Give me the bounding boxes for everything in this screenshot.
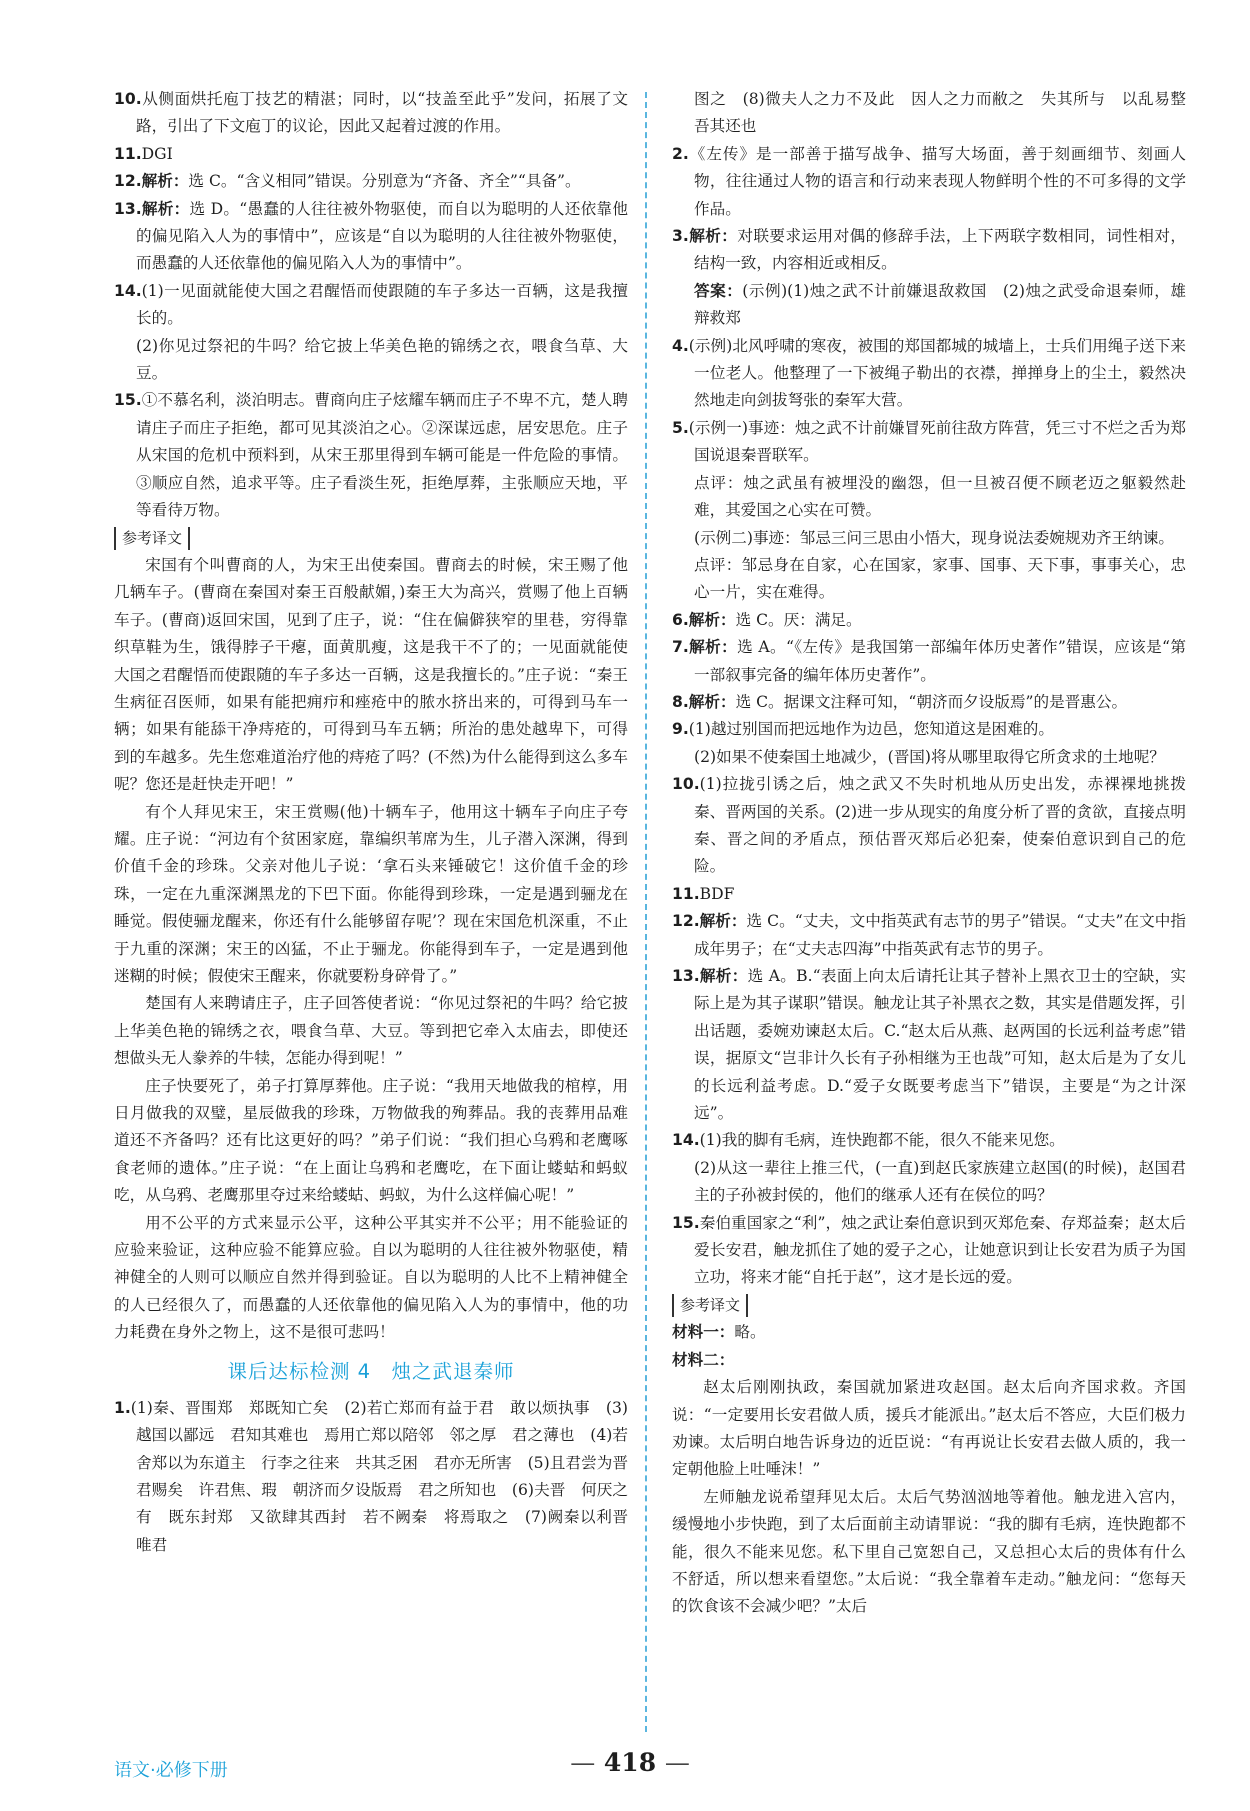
- answer-6: 6.解析：选 C。厌：满足。: [672, 610, 862, 629]
- answer-15: 15.秦伯重国家之“利”，烛之武让秦伯意识到灭郑危秦、存郑益秦；赵太后爱长安君，触龙抓住了她的爱子之心，让她意识到让长安君为质子为国立功，将来才能“自托于赵”，这才是长远的爱。: [672, 1213, 1186, 1287]
- answer-10: 10.(1)拉拢引诱之后，烛之武又不失时机地从历史出发，赤裸裸地挑拨秦、晋两国的关系。(2)进一步从现实的角度分析了晋的贪欲，直接点明秦、晋之间的矛盾点，预估晋灭郑后必犯秦，使秦伯意识到自己的危险。: [672, 775, 1186, 876]
- answer-13: 13.解析：选 A。B.“表面上向太后请托让其子替补上黑衣卫士的空缺，实际上是为其子谋职”错误。触龙让其子补黑衣之数，其实是借题发挥，引出话题，委婉劝谏赵太后。C.“赵太后从燕、赵两国的长远利益考虑”错误，据原文“岂非计久长有子孙相继为王也哉”可知，赵太后是为了女儿的长远利益考虑。D.“爱子女既要考虑当下”错误，主要是“为之计深远”。: [672, 967, 1186, 1123]
- answer-3-answer: 答案：(示例)(1)烛之武不计前嫌退敌救国 (2)烛之武受命退秦师，雄辩救郑: [694, 281, 1186, 328]
- answer-14: 14.(1)我的脚有毛病，连快跑都不能，很久不能来见您。: [672, 1131, 1065, 1150]
- answer-8: 8.解析：选 C。据课文注释可知，“朝济而夕设版焉”的是晋惠公。: [672, 692, 1128, 711]
- left-column: [114, 86, 644, 1559]
- reference-translation-tag: 参考译文: [114, 525, 628, 552]
- translation-paragraph: 庄子快要死了，弟子打算厚葬他。庄子说：“我用天地做我的棺椁，用日月做我的双璧，星辰做我的珍珠，万物做我的殉葬品。我的丧葬用品难道还不齐备吗？还有比这更好的吗？”弟子们说：“我们担心乌鸦和老鹰啄食老师的遗体。”庄子说：“在上面让乌鸦和老鹰吃，在下面让蝼蛄和蚂蚁吃，从乌鸦、老鹰那里夺过来给蝼蛄、蚂蚁，为什么这样偏心呢！”: [114, 1076, 628, 1205]
- column-divider: [645, 92, 647, 1732]
- translation-paragraph: 有个人拜见宋王，宋王赏赐(他)十辆车子，他用这十辆车子向庄子夸耀。庄子说：“河边有个贫困家庭，靠编织苇席为生，儿子潜入深渊，得到价值千金的珍珠。父亲对他儿子说：‘拿石头来锤破它！这价值千金的珍珠，一定在九重深渊黑龙的下巴下面。你能得到珍珠，一定是遇到骊龙在睡觉。假使骊龙醒来，你还有什么能够留存呢’？现在宋国危机深重，不止于九重的深渊；宋王的凶猛，不止于骊龙。你能得到车子，一定是遇到他迷糊的时候；假使宋王醒来，你就要粉身碎骨了。”: [114, 802, 628, 985]
- answer-13: 13.解析：选 D。“愚蠢的人往往被外物驱使，而自以为聪明的人还依靠他的偏见陷入人为的事情中”，应该是“自以为聪明的人往往被外物驱使，而愚蠢的人还依靠他的偏见陷入人为的事情中”。: [114, 199, 628, 273]
- answer-12: 12.解析：选 C。“含义相同”错误。分别意为“齐备、齐全”“具备”。: [114, 172, 581, 191]
- answer-10: 10.从侧面烘托庖丁技艺的精湛；同时，以“技盖至此乎”发问，拓展了文路，引出了下文庖丁的议论，因此又起着过渡的作用。: [114, 90, 628, 136]
- footer-subject: 语文·必修下册: [114, 1760, 228, 1781]
- answer-12: 12.解析：选 C。“丈夫，文中指英武有志节的男子”错误。“丈夫”在文中指成年男子；在“丈夫志四海”中指英武有志节的男子。: [672, 912, 1186, 958]
- translation-paragraph: 宋国有个叫曹商的人，为宋王出使秦国。曹商去的时候，宋王赐了他几辆车子。(曹商在秦国对秦王百般献媚，)秦王大为高兴，赏赐了他上百辆车子。(曹商)返回宋国，见到了庄子，说：“住在偏僻狭窄的里巷，穷得靠织草鞋为生，饿得脖子干瘪，面黄肌瘦，这是我干不了的；一见面就能使大国之君醒悟而使跟随的车子多达一百辆，这是我擅长的。”庄子说：“秦王生病征召医师，如果有能把痈疖和痤疮中的脓水挤出来的，可得到马车一辆；如果有能舔干净痔疮的，可得到马车五辆；所治的患处越卑下，可得到的车越多。先生您难道治疗他的痔疮了吗？(不然)为什么能得到这么多车呢？您还是赶快走开吧！”: [114, 555, 628, 794]
- answer-1: 1.(1)秦、晋围郑 郑既知亡矣 (2)若亡郑而有益于君 敢以烦执事 (3)越国以鄙远 君知其难也 焉用亡郑以陪邻 邻之厚 君之薄也 (4)若舍郑以为东道主 行李之往来 共其乏困 君亦无所害 (5)且君尝为晋君赐矣 许君焦、瑕 朝济而夕设版焉 君之所知也 (6)夫晋 何厌之有 既东封郑 又欲肆其西封 若不阙秦 将焉取之 (7)阙秦以利晋 唯君: [114, 1398, 644, 1554]
- answer-5-example-2: (示例二)事迹：邹忌三问三思由小悟大，现身说法委婉规劝齐王纳谏。: [694, 528, 1174, 547]
- answer-11: 11.DGI: [114, 144, 173, 163]
- answer-11: 11.BDF: [672, 884, 735, 903]
- reference-translation-tag: 参考译文: [672, 1292, 1186, 1319]
- answer-5: 5.(示例一)事迹：烛之武不计前嫌冒死前往敌方阵营，凭三寸不烂之舌为郑国说退秦晋联军。: [672, 418, 1186, 465]
- answer-9-part-2: (2)如果不使秦国土地减少，(晋国)将从哪里取得它所贪求的土地呢？: [694, 747, 1165, 766]
- material-1: 材料一：略。: [672, 1323, 766, 1342]
- answer-15: 15.①不慕名利，淡泊明志。曹商向庄子炫耀车辆而庄子不卑不亢，楚人聘请庄子而庄子拒绝，都可见其淡泊之心。②深谋远虑，居安思危。庄子从宋国的危机中预料到，从宋王那里得到车辆可能是一件危险的事情。③顺应自然，追求平等。庄子看淡生死，拒绝厚葬，主张顺应天地，平等看待万物。: [114, 391, 628, 520]
- section-heading: 课后达标检测 4 烛之武退秦师: [227, 1359, 515, 1383]
- material-2-label: 材料二：: [672, 1350, 735, 1369]
- answer-1-continued: 图之 (8)微夫人之力不及此 因人之力而敝之 失其所与 以乱易整 吾其还也: [694, 90, 1202, 136]
- page-number-dash: —: [570, 1748, 596, 1777]
- translation-paragraph: 赵太后刚刚执政，秦国就加紧进攻赵国。赵太后向齐国求救。齐国说：“一定要用长安君做人质，援兵才能派出。”赵太后不答应，大臣们极力劝谏。太后明白地告诉身边的近臣说：“有再说让长安君去做人质的，我一定朝他脸上吐唾沫！”: [672, 1378, 1186, 1479]
- page-number-dash: —: [664, 1748, 690, 1777]
- translation-paragraph: 楚国有人来聘请庄子，庄子回答使者说：“你见过祭祀的牛吗？给它披上华美色艳的锦绣之衣，喂食刍草、大豆。等到把它牵入太庙去，即使还想做头无人豢养的牛犊，怎能办得到呢！”: [114, 994, 628, 1068]
- answer-4: 4.(示例)北风呼啸的寒夜，被围的郑国都城的城墙上，士兵们用绳子送下来一位老人。他整理了一下被绳子勒出的衣襟，掸掸身上的尘土，毅然决然地走向剑拔弩张的秦军大营。: [672, 336, 1186, 410]
- translation-paragraph: 左师触龙说希望拜见太后。太后气势汹汹地等着他。触龙进入宫内，缓慢地小步快跑，到了太后面前主动请罪说：“我的脚有毛病，连快跑都不能，很久不能来见您。私下里自己宽恕自己，又总担心太后的贵体有什么不舒适，所以想来看望您。”太后说：“我全靠着车走动。”触龙问：“您每天的饮食该不会减少吧？”太后: [672, 1487, 1186, 1616]
- right-column: [672, 86, 1202, 1621]
- page-number: [545, 1748, 715, 1777]
- answer-2: 2.《左传》是一部善于描写战争、描写大场面，善于刻画细节、刻画人物，往往通过人物的语言和行动来表现人物鲜明个性的不可多得的文学作品。: [672, 144, 1186, 218]
- answer-5-comment-2: 点评：邹忌身在自家，心在国家，家事、国事、天下事，事事关心，忠心一片，实在难得。: [694, 555, 1186, 602]
- answer-9: 9.(1)越过别国而把远地作为边邑，您知道这是困难的。: [672, 720, 1054, 739]
- answer-14-part-2: (2)从这一辈往上推三代，(一直)到赵氏家族建立赵国(的时候)，赵国君主的子孙被封侯的，他们的继承人还有在侯位的吗？: [694, 1158, 1186, 1205]
- translation-paragraph: 用不公平的方式来显示公平，这种公平其实并不公平；用不能验证的应验来验证，这种应验不能算应验。自以为聪明的人往往被外物驱使，精神健全的人则可以顺应自然并得到验证。自以为聪明的人比不上精神健全的人已经很久了，而愚蠢的人还依靠他的偏见陷入人为的事情中，他的功力耗费在身外之物上，这不是很可悲吗！: [114, 1213, 628, 1342]
- answer-7: 7.解析：选 A。“《左传》是我国第一部编年体历史著作”错误，应该是“第一部叙事完备的编年体历史著作”。: [672, 638, 1186, 684]
- page-number-value: 418: [603, 1748, 657, 1777]
- answer-14-part-2: (2)你见过祭祀的牛吗？给它披上华美色艳的锦绣之衣，喂食刍草、大豆。: [136, 336, 628, 383]
- answer-5-comment-1: 点评：烛之武虽有被埋没的幽怨，但一旦被召便不顾老迈之躯毅然赴难，其爱国之心实在可赞。: [694, 473, 1186, 520]
- answer-14: 14.(1)一见面就能使大国之君醒悟而使跟随的车子多达一百辆，这是我擅长的。: [114, 281, 628, 328]
- answer-3: 3.解析：对联要求运用对偶的修辞手法，上下两联字数相同，词性相对，结构一致，内容相近或相反。: [672, 227, 1186, 273]
